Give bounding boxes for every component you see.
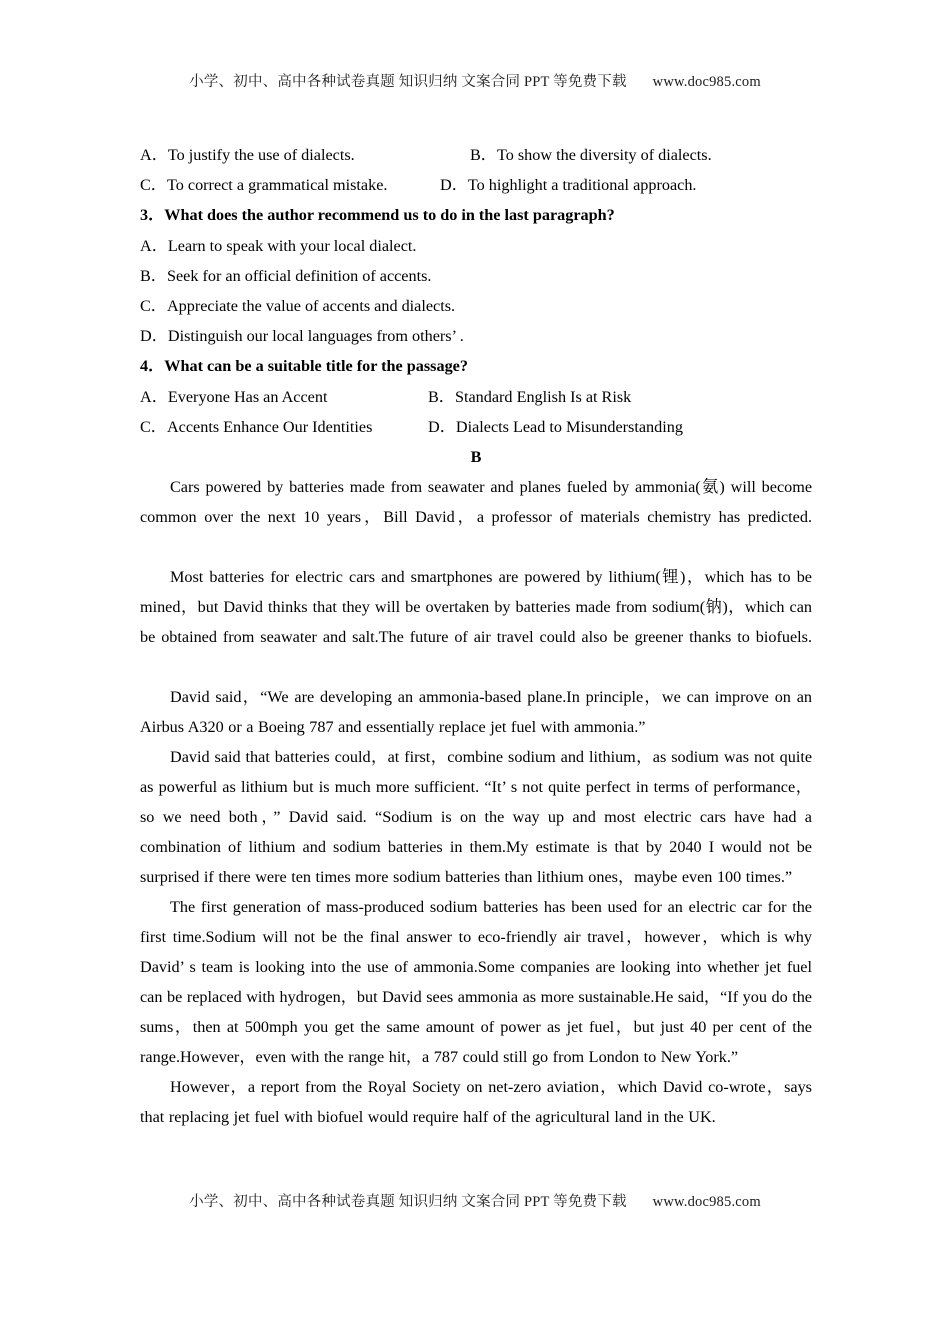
option-A bbox=[140, 140, 470, 170]
question-2-options-row-2 bbox=[140, 170, 812, 200]
passage-paragraph-1: Cars powered by batteries made from seawater and planes fueled by ammonia(氨) will become common over the next 10 years，Bill David，a professor of materials chemistry has predicted. bbox=[140, 478, 812, 527]
footer-watermark-url: www.doc985.com bbox=[652, 1194, 761, 1210]
option-text: Seek for an official definition of accents. bbox=[166, 266, 432, 285]
question-2-options-row-1 bbox=[140, 140, 812, 170]
option-tag: D． bbox=[140, 327, 168, 346]
question-3-text: What does the author recommend us to do in the last paragraph? bbox=[164, 206, 615, 225]
question-3-option-A bbox=[140, 231, 812, 261]
option-tag: A． bbox=[140, 387, 168, 406]
option-text: Learn to speak with your local dialect. bbox=[167, 236, 417, 255]
option-tag: D． bbox=[440, 176, 468, 195]
option-text: Dialects Lead to Misunderstanding bbox=[455, 417, 683, 436]
passage-section-letter: B bbox=[470, 448, 482, 467]
question-3-option-D bbox=[140, 321, 812, 351]
option-text: Distinguish our local languages from others’ . bbox=[167, 327, 464, 346]
option-B bbox=[428, 382, 631, 412]
question-4-text: What can be a suitable title for the passage? bbox=[164, 357, 468, 376]
question-3-number: 3． bbox=[140, 206, 165, 225]
option-tag: C． bbox=[140, 417, 167, 436]
option-text: Accents Enhance Our Identities bbox=[166, 417, 373, 436]
header-watermark-url: www.doc985.com bbox=[652, 74, 761, 90]
option-tag: B． bbox=[140, 266, 167, 285]
option-tag: A． bbox=[140, 236, 168, 255]
option-C bbox=[140, 412, 428, 442]
option-text: Appreciate the value of accents and dialects. bbox=[166, 297, 456, 316]
passage-paragraph-4: David said that batteries could，at first，combine sodium and lithium，as sodium was not quite as powerful as lithium but is much more sufficient. “It’ s not quite perfect in terms of performance，so we need both，” David said. “Sodium is on the way up and most electric cars have had a combination of lithium and sodium batteries in them.My estimate is that by 2040 I would not be surprised if there were ten times more sodium batteries than lithium ones，maybe even 100 times.” bbox=[140, 748, 812, 887]
passage-paragraph-6: However，a report from the Royal Society on net-zero aviation，which David co-wrote，says that replacing jet fuel with biofuel would require half of the agricultural land in the UK. bbox=[140, 1078, 812, 1127]
question-4-stem bbox=[140, 351, 812, 381]
header-watermark bbox=[0, 70, 950, 91]
option-tag: C． bbox=[140, 176, 167, 195]
option-text: To highlight a traditional approach. bbox=[467, 176, 697, 195]
option-text: To justify the use of dialects. bbox=[167, 146, 355, 164]
question-3-option-B bbox=[140, 261, 812, 291]
option-A bbox=[140, 382, 428, 412]
document-body bbox=[140, 140, 812, 1132]
option-text: To correct a grammatical mistake. bbox=[166, 176, 388, 195]
option-tag: C． bbox=[140, 297, 167, 316]
option-D bbox=[428, 412, 683, 442]
footer-watermark-text: 小学、初中、高中各种试卷真题 知识归纳 文案合同 PPT 等免费下载 bbox=[189, 1194, 627, 1210]
option-C bbox=[140, 170, 440, 200]
option-tag: D． bbox=[428, 417, 456, 436]
question-3-option-C bbox=[140, 291, 812, 321]
passage-paragraph-2: Most batteries for electric cars and smartphones are powered by lithium(锂)，which has to be mined，but David thinks that they will be overtaken by batteries made from sodium(钠)，which can be obtained from seawater and salt.The future of air travel could also be greener thanks to biofuels. bbox=[140, 568, 812, 647]
option-tag: A． bbox=[140, 146, 168, 164]
option-D bbox=[440, 170, 696, 200]
option-text: To show the diversity of dialects. bbox=[496, 146, 712, 164]
option-tag: B． bbox=[470, 146, 497, 164]
option-text: Everyone Has an Accent bbox=[167, 387, 328, 406]
passage-paragraph-5: The first generation of mass-produced sodium batteries has been used for an electric car for the first time.Sodium will not be the final answer to eco-friendly air travel，however，which is why David’ s team is looking into the use of ammonia.Some companies are looking into whether jet fuel can be replaced with hydrogen，but David sees ammonia as more sustainable.He said，“If you do the sums，then at 500mph you get the same amount of power as jet fuel，but just 40 per cent of the range.However，even with the range hit，a 787 could still go from London to New York.” bbox=[140, 898, 812, 1067]
header-watermark-text: 小学、初中、高中各种试卷真题 知识归纳 文案合同 PPT 等免费下载 bbox=[189, 74, 627, 90]
option-tag: B． bbox=[428, 387, 455, 406]
question-3-stem bbox=[140, 200, 812, 230]
question-4-options-row-1 bbox=[140, 382, 812, 412]
question-4-number: 4． bbox=[140, 357, 165, 376]
passage-paragraph-3: David said，“We are developing an ammonia-based plane.In principle，we can improve on an Airbus A320 or a Boeing 787 and essentially replace jet fuel with ammonia.” bbox=[140, 688, 812, 737]
option-text: Standard English Is at Risk bbox=[454, 387, 632, 406]
footer-watermark bbox=[0, 1190, 950, 1211]
question-4-options-row-2 bbox=[140, 412, 812, 442]
option-B bbox=[470, 140, 712, 170]
